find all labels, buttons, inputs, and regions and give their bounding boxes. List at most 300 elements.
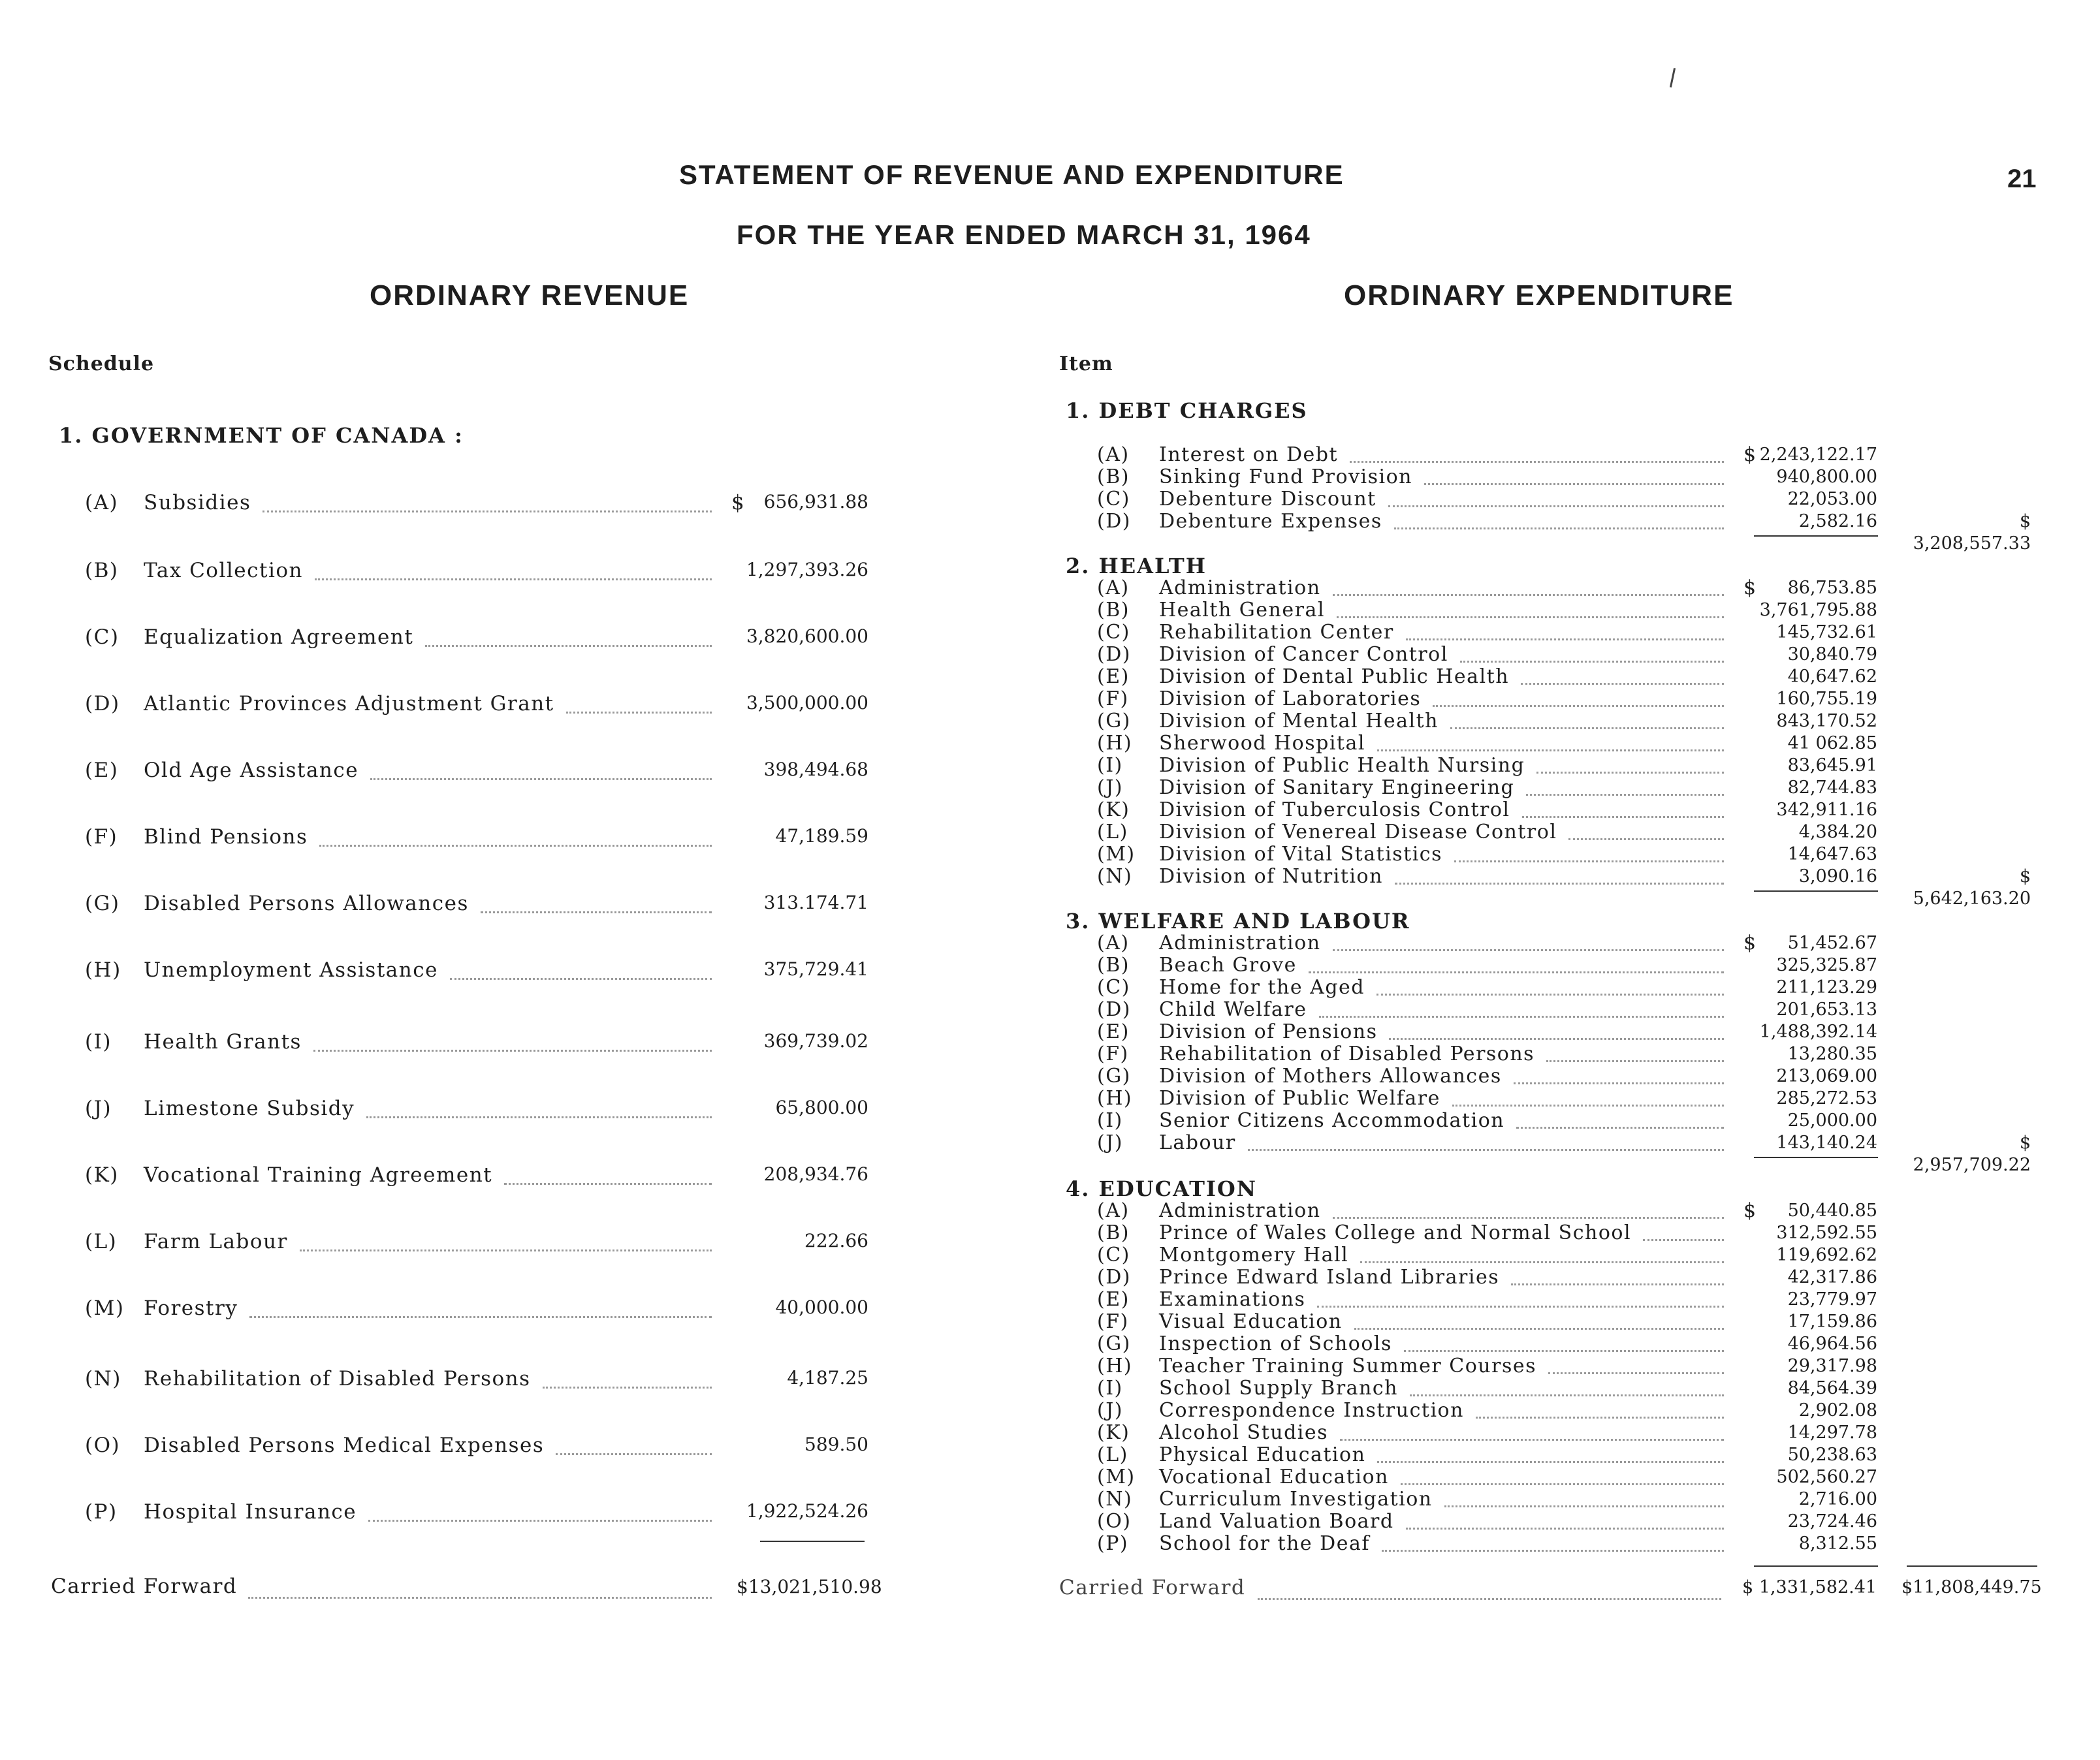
revenue-row-leader — [315, 578, 712, 580]
expenditure-row-label: Visual Education — [1159, 1310, 1343, 1333]
expenditure-row — [1097, 1333, 2037, 1355]
expenditure-row — [1097, 577, 2037, 599]
revenue-carried-forward-label: Carried Forward — [51, 1575, 238, 1598]
revenue-row-leader — [313, 1050, 712, 1052]
revenue-row — [85, 1434, 868, 1465]
expenditure-row-label: Senior Citizens Accommodation — [1159, 1109, 1505, 1132]
expenditure-row-amount: 2,582.16 — [1798, 511, 1877, 531]
expenditure-row-amount: 25,000.00 — [1787, 1110, 1877, 1131]
expenditure-row-amount: 145,732.61 — [1776, 622, 1877, 642]
expenditure-row-label: Labour — [1159, 1131, 1236, 1154]
expenditure-row-leader — [1546, 1060, 1724, 1062]
expenditure-row-label: Rehabilitation of Disabled Persons — [1159, 1043, 1535, 1065]
expenditure-row-label: Division of Public Health Nursing — [1159, 754, 1525, 777]
expenditure-row — [1097, 1422, 2037, 1444]
expenditure-row — [1097, 1065, 2037, 1088]
expenditure-row-leader — [1450, 727, 1724, 729]
revenue-row-amount: 47,189.59 — [775, 825, 868, 847]
expenditure-row-letter: (G) — [1097, 710, 1131, 732]
expenditure-row-leader — [1444, 1505, 1724, 1507]
revenue-row-label: Disabled Persons Allowances — [144, 892, 469, 915]
revenue-row-letter: (B) — [85, 559, 119, 582]
expenditure-row — [1097, 1400, 2037, 1422]
expenditure-row-letter: (B) — [1097, 599, 1130, 621]
expenditure-row-leader — [1643, 1239, 1724, 1241]
expenditure-row-label: Division of Pensions — [1159, 1020, 1378, 1043]
expenditure-row-leader — [1410, 1394, 1724, 1396]
revenue-row-label: Unemployment Assistance — [144, 958, 438, 982]
revenue-row-amount: 313.174.71 — [763, 892, 868, 913]
expenditure-subtotal-rule — [1754, 535, 1878, 537]
expenditure-row — [1097, 510, 2037, 554]
expenditure-row-dollar-sign: $ — [1743, 1199, 1757, 1222]
revenue-row-amount: 65,800.00 — [775, 1097, 868, 1118]
expenditure-row-label: Home for the Aged — [1159, 976, 1365, 999]
expenditure-row — [1097, 1311, 2037, 1333]
expenditure-row — [1097, 1488, 2037, 1511]
revenue-row-leader — [556, 1453, 712, 1455]
expenditure-row-leader — [1424, 483, 1724, 485]
expenditure-row-letter: (N) — [1097, 865, 1133, 888]
revenue-row-amount: 4,187.25 — [787, 1367, 868, 1389]
expenditure-row-letter: (E) — [1097, 665, 1130, 688]
expenditure-row-leader — [1309, 971, 1724, 973]
expenditure-section-title: 1. DEBT CHARGES — [1066, 398, 1308, 423]
expenditure-row-label: Prince of Wales College and Normal School — [1159, 1221, 1632, 1244]
expenditure-row-letter: (E) — [1097, 1020, 1130, 1043]
expenditure-row-leader — [1521, 683, 1724, 685]
expenditure-row-label: Physical Education — [1159, 1443, 1366, 1466]
expenditure-row-amount: 14,297.78 — [1787, 1422, 1877, 1443]
revenue-row-label: Atlantic Provinces Adjustment Grant — [144, 692, 554, 715]
expenditure-row-leader — [1460, 661, 1724, 663]
expenditure-row-leader — [1389, 1038, 1724, 1040]
expenditure-row-label: Land Valuation Board — [1159, 1510, 1394, 1533]
expenditure-row — [1097, 777, 2037, 799]
revenue-row-leader — [249, 1316, 712, 1318]
revenue-row-leader — [504, 1183, 712, 1185]
expenditure-row — [1097, 1289, 2037, 1311]
expenditure-row-amount: 160,755.19 — [1776, 689, 1877, 709]
expenditure-row — [1097, 1466, 2037, 1488]
expenditure-row-leader — [1248, 1149, 1724, 1151]
revenue-total-rule — [760, 1541, 865, 1542]
revenue-row — [85, 759, 868, 790]
revenue-row-amount: 40,000.00 — [775, 1296, 868, 1318]
expenditure-row-leader — [1382, 1550, 1724, 1552]
revenue-row-label: Farm Labour — [144, 1230, 288, 1253]
revenue-row-leader — [262, 511, 712, 512]
expenditure-row — [1097, 1444, 2037, 1466]
expenditure-row — [1097, 799, 2037, 821]
expenditure-row-amount: 8,312.55 — [1798, 1533, 1877, 1554]
revenue-row — [85, 1230, 868, 1261]
expenditure-row — [1097, 644, 2037, 666]
expenditure-row — [1097, 444, 2037, 466]
expenditure-row-leader — [1516, 1127, 1724, 1129]
expenditure-carried-forward-label: Carried Forward — [1059, 1576, 1246, 1599]
expenditure-row-amount: 14,647.63 — [1787, 844, 1877, 864]
document-subtitle: FOR THE YEAR ENDED MARCH 31, 1964 — [737, 219, 1311, 250]
expenditure-row-amount: 143,140.24 — [1776, 1133, 1877, 1153]
revenue-row-dollar-sign: $ — [731, 491, 746, 514]
revenue-row-amount: 222.66 — [804, 1230, 868, 1251]
revenue-row-label: Blind Pensions — [144, 825, 308, 849]
expenditure-row-label: Alcohol Studies — [1159, 1421, 1329, 1444]
expenditure-row — [1097, 1511, 2037, 1533]
expenditure-row-label: Debenture Expenses — [1159, 510, 1382, 533]
expenditure-row — [1097, 1355, 2037, 1377]
expenditure-row-leader — [1406, 638, 1724, 640]
expenditure-row-label: Division of Cancer Control — [1159, 643, 1448, 666]
expenditure-row-amount: 3,090.16 — [1798, 866, 1877, 887]
expenditure-row — [1097, 977, 2037, 999]
revenue-row — [85, 1030, 868, 1061]
expenditure-row-label: Division of Nutrition — [1159, 865, 1383, 888]
revenue-row-label: Forestry — [144, 1296, 238, 1320]
revenue-row-label: Vocational Training Agreement — [144, 1163, 493, 1187]
revenue-row — [85, 958, 868, 990]
revenue-row-amount: 369,739.02 — [763, 1030, 868, 1052]
expenditure-carried-forward-dots — [1258, 1598, 1721, 1600]
expenditure-row-letter: (C) — [1097, 621, 1130, 644]
revenue-row-letter: (H) — [85, 958, 121, 982]
expenditure-row-amount: 30,840.79 — [1787, 644, 1877, 665]
expenditure-row-amount: 22,053.00 — [1787, 489, 1877, 509]
expenditure-row-letter: (I) — [1097, 1109, 1123, 1132]
revenue-carried-forward-amount: $13,021,510.98 — [737, 1576, 882, 1597]
expenditure-row-amount: 83,645.91 — [1787, 755, 1877, 776]
expenditure-row-label: Sherwood Hospital — [1159, 732, 1365, 755]
revenue-row-letter: (N) — [85, 1367, 121, 1391]
expenditure-row-leader — [1568, 838, 1724, 840]
revenue-row-amount: 589.50 — [804, 1434, 868, 1455]
revenue-row-leader — [366, 1116, 712, 1118]
expenditure-row-leader — [1452, 1105, 1724, 1107]
revenue-row — [85, 559, 868, 590]
revenue-row-leader — [543, 1387, 712, 1389]
revenue-row — [85, 892, 868, 923]
revenue-row-letter: (J) — [85, 1097, 112, 1120]
expenditure-row-label: Prince Edward Island Libraries — [1159, 1266, 1500, 1289]
revenue-row-amount: 1,922,524.26 — [746, 1500, 868, 1522]
revenue-row-amount: 208,934.76 — [763, 1163, 868, 1185]
revenue-row-label: Disabled Persons Medical Expenses — [144, 1434, 545, 1457]
expenditure-row-leader — [1454, 860, 1724, 862]
stray-mark — [1670, 68, 1676, 87]
revenue-row-amount: 3,500,000.00 — [746, 692, 868, 714]
expenditure-row-amount: 40,647.62 — [1787, 667, 1877, 687]
revenue-row-amount: 656,931.88 — [763, 491, 868, 512]
expenditure-row — [1097, 1377, 2037, 1400]
revenue-section-title: 1. GOVERNMENT OF CANADA : — [59, 423, 464, 448]
revenue-row — [85, 625, 868, 657]
expenditure-row-amount: 42,317.86 — [1787, 1267, 1877, 1287]
expenditure-row-leader — [1377, 1461, 1724, 1463]
expenditure-row-amount: 82,744.83 — [1787, 778, 1877, 798]
expenditure-row-letter: (O) — [1097, 1510, 1132, 1533]
expenditure-row-leader — [1433, 705, 1724, 707]
expenditure-row-letter: (D) — [1097, 1266, 1131, 1289]
expenditure-row-amount: 41 062.85 — [1787, 733, 1877, 753]
expenditure-row-leader — [1333, 594, 1724, 596]
expenditure-row-leader — [1514, 1082, 1724, 1084]
expenditure-row-label: Administration — [1159, 576, 1321, 599]
revenue-row-letter: (O) — [85, 1434, 121, 1457]
revenue-row-label: Health Grants — [144, 1030, 302, 1054]
expenditure-row — [1097, 710, 2037, 732]
expenditure-row — [1097, 688, 2037, 710]
revenue-row-letter: (G) — [85, 892, 120, 915]
expenditure-row-leader — [1317, 1306, 1724, 1308]
revenue-row — [85, 692, 868, 723]
expenditure-row-letter: (H) — [1097, 1355, 1133, 1377]
expenditure-row-label: Health General — [1159, 599, 1325, 621]
expenditure-subtotal-rule — [1754, 1157, 1878, 1158]
expenditure-row — [1097, 1110, 2037, 1132]
expenditure-row-leader — [1319, 1016, 1724, 1018]
expenditure-row-amount: 3,761,795.88 — [1759, 600, 1877, 620]
expenditure-row-leader — [1536, 772, 1724, 774]
expenditure-row-letter: (F) — [1097, 1310, 1129, 1333]
expenditure-row-leader — [1404, 1350, 1724, 1352]
expenditure-row-letter: (B) — [1097, 954, 1130, 977]
expenditure-row-amount: 50,238.63 — [1787, 1445, 1877, 1465]
expenditure-row-leader — [1548, 1372, 1724, 1374]
expenditure-row-label: Division of Vital Statistics — [1159, 843, 1442, 866]
expenditure-row-leader — [1388, 505, 1724, 507]
item-column-label: Item — [1059, 353, 1113, 375]
revenue-row-letter: (A) — [85, 491, 119, 514]
expenditure-row-letter: (F) — [1097, 1043, 1129, 1065]
expenditure-row-label: Division of Mental Health — [1159, 710, 1439, 732]
expenditure-row-letter: (J) — [1097, 1399, 1123, 1422]
expenditure-row-leader — [1376, 994, 1724, 996]
expenditure-row-letter: (B) — [1097, 1221, 1130, 1244]
expenditure-row-label: Correspondence Instruction — [1159, 1399, 1464, 1422]
expenditure-row — [1097, 621, 2037, 644]
revenue-row — [85, 1296, 868, 1328]
expenditure-row-amount: 940,800.00 — [1776, 467, 1877, 487]
expenditure-row-label: Division of Dental Public Health — [1159, 665, 1510, 688]
revenue-row — [85, 1163, 868, 1195]
revenue-row-label: Equalization Agreement — [144, 625, 414, 649]
expenditure-row-amount: 4,384.20 — [1798, 822, 1877, 842]
expenditure-row-dollar-sign: $ — [1743, 443, 1757, 466]
expenditure-row-letter: (A) — [1097, 1199, 1130, 1222]
revenue-row-letter: (D) — [85, 692, 120, 715]
expenditure-row-amount: 312,592.55 — [1776, 1223, 1877, 1243]
expenditure-row-label: Administration — [1159, 932, 1321, 954]
expenditure-section-title: 2. HEALTH — [1066, 554, 1207, 578]
revenue-row-leader — [566, 712, 712, 714]
expenditure-row — [1097, 843, 2037, 866]
expenditure-row-amount: 2,716.00 — [1798, 1489, 1877, 1509]
expenditure-row-letter: (C) — [1097, 976, 1130, 999]
expenditure-row-letter: (M) — [1097, 843, 1136, 866]
expenditure-row-letter: (H) — [1097, 732, 1133, 755]
expenditure-row-amount: 13,280.35 — [1787, 1044, 1877, 1064]
revenue-row-label: Subsidies — [144, 491, 251, 514]
revenue-row-letter: (P) — [85, 1500, 118, 1524]
revenue-row-label: Rehabilitation of Disabled Persons — [144, 1367, 531, 1391]
revenue-row-letter: (E) — [85, 759, 119, 782]
expenditure-row — [1097, 1131, 2037, 1175]
expenditure-row-letter: (A) — [1097, 443, 1130, 466]
expenditure-row — [1097, 599, 2037, 621]
revenue-row-label: Hospital Insurance — [144, 1500, 357, 1524]
expenditure-row-leader — [1360, 1261, 1724, 1263]
expenditure-section-total: $ 3,208,557.33 — [1913, 511, 2031, 554]
expenditure-row-amount: 84,564.39 — [1787, 1378, 1877, 1398]
expenditure-row — [1097, 488, 2037, 511]
revenue-row — [85, 491, 868, 522]
revenue-row-label: Old Age Assistance — [144, 759, 359, 782]
expenditure-row-leader — [1333, 949, 1724, 951]
expenditure-row — [1097, 1200, 2037, 1222]
expenditure-row — [1097, 1244, 2037, 1266]
expenditure-row-leader — [1333, 1217, 1724, 1219]
revenue-row-label: Tax Collection — [144, 559, 304, 582]
expenditure-row-amount: 211,123.29 — [1776, 977, 1877, 998]
expenditure-row-label: Examinations — [1159, 1288, 1306, 1311]
revenue-row-leader — [481, 911, 712, 913]
expenditure-row — [1097, 821, 2037, 843]
expenditure-row-letter: (D) — [1097, 998, 1131, 1021]
expenditure-grand-total-rule — [1907, 1565, 2037, 1567]
expenditure-row-label: Division of Laboratories — [1159, 687, 1422, 710]
expenditure-row-label: Division of Public Welfare — [1159, 1087, 1440, 1110]
expenditure-row-label: School Supply Branch — [1159, 1377, 1399, 1400]
expenditure-row-leader — [1340, 1439, 1724, 1441]
expenditure-row — [1097, 1021, 2037, 1043]
revenue-row-letter: (K) — [85, 1163, 119, 1187]
revenue-row-leader — [319, 845, 712, 847]
expenditure-row-label: Teacher Training Summer Courses — [1159, 1355, 1537, 1377]
expenditure-row-leader — [1522, 816, 1724, 818]
expenditure-row — [1097, 732, 2037, 755]
expenditure-row-amount: 1,488,392.14 — [1759, 1022, 1877, 1042]
expenditure-row-amount: 23,724.46 — [1787, 1511, 1877, 1532]
expenditure-carried-forward-total: $11,808,449.75 — [1901, 1577, 2042, 1597]
expenditure-row-label: Vocational Education — [1159, 1466, 1389, 1488]
expenditure-row-label: Inspection of Schools — [1159, 1332, 1392, 1355]
expenditure-row-letter: (A) — [1097, 932, 1130, 954]
revenue-row-leader — [368, 1520, 712, 1522]
schedule-column-label: Schedule — [48, 353, 155, 375]
expenditure-heading: ORDINARY EXPENDITURE — [1344, 279, 1734, 311]
expenditure-row — [1097, 1088, 2037, 1110]
expenditure-row-letter: (C) — [1097, 1244, 1130, 1266]
expenditure-row-amount: 213,069.00 — [1776, 1066, 1877, 1086]
expenditure-row-amount: 201,653.13 — [1776, 999, 1877, 1020]
expenditure-row-label: Debenture Discount — [1159, 488, 1376, 511]
expenditure-row-letter: (N) — [1097, 1488, 1133, 1511]
expenditure-row — [1097, 932, 2037, 954]
expenditure-row-label: Administration — [1159, 1199, 1321, 1222]
expenditure-row-letter: (L) — [1097, 1443, 1128, 1466]
revenue-row-leader — [425, 645, 712, 647]
revenue-row-leader — [450, 978, 712, 980]
education-subtotal-rule — [1754, 1565, 1878, 1567]
expenditure-row-amount: 29,317.98 — [1787, 1356, 1877, 1376]
revenue-row-letter: (F) — [85, 825, 118, 849]
expenditure-row-leader — [1350, 461, 1724, 463]
expenditure-row-label: Division of Sanitary Engineering — [1159, 776, 1515, 799]
revenue-row-label: Limestone Subsidy — [144, 1097, 355, 1120]
revenue-row-letter: (M) — [85, 1296, 125, 1320]
revenue-row-amount: 1,297,393.26 — [746, 559, 868, 580]
expenditure-row — [1097, 1533, 2037, 1555]
page-number: 21 — [2007, 165, 2037, 193]
revenue-row-letter: (I) — [85, 1030, 112, 1054]
expenditure-row-dollar-sign: $ — [1743, 932, 1757, 954]
expenditure-row-label: Montgomery Hall — [1159, 1244, 1349, 1266]
expenditure-row-amount: 502,560.27 — [1776, 1467, 1877, 1487]
expenditure-row-amount: 2,902.08 — [1798, 1400, 1877, 1421]
revenue-row — [85, 1367, 868, 1398]
revenue-row-leader — [370, 778, 712, 780]
revenue-row-leader — [300, 1249, 712, 1251]
expenditure-row — [1097, 1222, 2037, 1244]
expenditure-row-leader — [1377, 749, 1724, 751]
expenditure-row — [1097, 1266, 2037, 1289]
revenue-heading: ORDINARY REVENUE — [370, 279, 690, 311]
revenue-row — [85, 1097, 868, 1128]
expenditure-row-letter: (D) — [1097, 510, 1131, 533]
expenditure-row — [1097, 466, 2037, 488]
expenditure-row-letter: (D) — [1097, 643, 1131, 666]
expenditure-row-leader — [1406, 1528, 1724, 1530]
revenue-row — [85, 1500, 868, 1532]
expenditure-row-label: Interest on Debt — [1159, 443, 1339, 466]
expenditure-row-amount: 86,753.85 — [1787, 578, 1877, 598]
expenditure-row-amount: 17,159.86 — [1787, 1312, 1877, 1332]
expenditure-row-amount: 342,911.16 — [1776, 800, 1877, 820]
revenue-row-letter: (L) — [85, 1230, 118, 1253]
revenue-row-amount: 398,494.68 — [763, 759, 868, 780]
revenue-row — [85, 825, 868, 856]
expenditure-row-amount: 23,779.97 — [1787, 1289, 1877, 1310]
expenditure-carried-forward-amount: $ 1,331,582.41 — [1742, 1577, 1877, 1597]
revenue-carried-forward-dots — [248, 1597, 712, 1599]
expenditure-row-amount: 46,964.56 — [1787, 1334, 1877, 1354]
expenditure-row — [1097, 954, 2037, 977]
revenue-row-letter: (C) — [85, 625, 119, 649]
expenditure-row-letter: (K) — [1097, 1421, 1130, 1444]
expenditure-row-letter: (H) — [1097, 1087, 1133, 1110]
expenditure-row-amount: 119,692.62 — [1776, 1245, 1877, 1265]
expenditure-row-letter: (F) — [1097, 687, 1129, 710]
expenditure-row — [1097, 999, 2037, 1021]
expenditure-row-label: Rehabilitation Center — [1159, 621, 1394, 644]
expenditure-row-letter: (B) — [1097, 465, 1130, 488]
expenditure-row-label: Sinking Fund Provision — [1159, 465, 1413, 488]
expenditure-row-letter: (C) — [1097, 488, 1130, 511]
expenditure-row-amount: 50,440.85 — [1787, 1201, 1877, 1221]
expenditure-row-leader — [1337, 616, 1724, 618]
expenditure-row-leader — [1401, 1483, 1724, 1485]
expenditure-row-leader — [1395, 883, 1724, 885]
expenditure-row-letter: (K) — [1097, 798, 1130, 821]
expenditure-row-label: Division of Tuberculosis Control — [1159, 798, 1510, 821]
expenditure-row-label: School for the Deaf — [1159, 1532, 1370, 1555]
expenditure-row-letter: (I) — [1097, 754, 1123, 777]
expenditure-row-dollar-sign: $ — [1743, 576, 1757, 599]
expenditure-row — [1097, 1043, 2037, 1065]
expenditure-row-label: Beach Grove — [1159, 954, 1297, 977]
expenditure-row-letter: (M) — [1097, 1466, 1136, 1488]
